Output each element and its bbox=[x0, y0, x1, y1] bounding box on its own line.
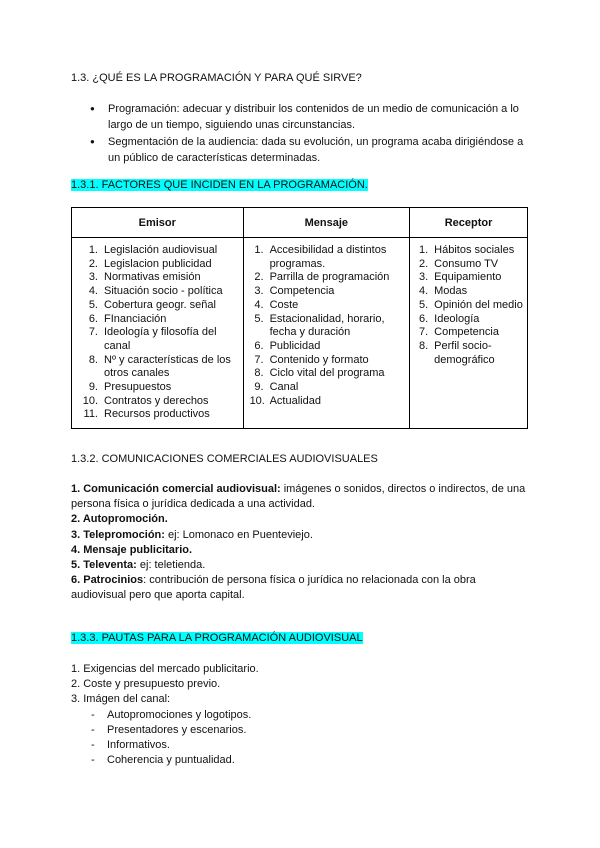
pauta-item: 1. Exigencias del mercado publicitario. bbox=[71, 663, 259, 675]
header-emisor: Emisor bbox=[72, 208, 244, 238]
pauta-item: 3. Imágen del canal: bbox=[71, 693, 171, 706]
comm-item: 4. Mensaje publicitario. bbox=[71, 543, 193, 556]
item-text: Presupuestos bbox=[104, 381, 172, 394]
mensaje-item bbox=[250, 381, 406, 395]
item-text: Contenido y formato bbox=[269, 353, 369, 366]
receptor-item bbox=[416, 258, 523, 272]
page-heading: 1.3. ¿QUÉ ES LA PROGRAMACIÓN Y PARA QUÉ SIRVE? bbox=[71, 72, 362, 84]
item-number: 4. bbox=[418, 285, 429, 298]
mensaje-item bbox=[250, 285, 406, 299]
item-text: Accesibilidad a distintos programas. bbox=[269, 244, 387, 270]
comm-item: 5. Televenta: ej: teletienda. bbox=[71, 559, 206, 572]
item-number: 8. bbox=[88, 353, 98, 366]
bullet-programacion: ● Programación: adecuar y distribuir los contenidos de un medio de comunicación a lo largo de un tiempo, siguiendo unas circunstancias. bbox=[88, 101, 538, 133]
mensaje-cell bbox=[243, 238, 410, 429]
factors-table bbox=[71, 207, 528, 429]
item-text: Competencia bbox=[269, 285, 335, 298]
item-text: Cobertura geogr. señal bbox=[104, 298, 216, 311]
item-number: 6. bbox=[418, 312, 429, 325]
emisor-item bbox=[78, 285, 239, 299]
pauta-subitem: - Presentadores y escenarios. bbox=[71, 723, 531, 738]
emisor-item bbox=[78, 299, 239, 313]
pauta-item: 2. Coste y presupuesto previo. bbox=[71, 678, 221, 691]
item-number: 3. bbox=[88, 271, 98, 284]
item-number: 9. bbox=[254, 381, 264, 394]
mensaje-item bbox=[250, 313, 406, 340]
item-text: Hábitos sociales bbox=[434, 244, 515, 256]
item-number: 8. bbox=[418, 339, 429, 352]
item-number: 4. bbox=[88, 285, 98, 298]
emisor-list bbox=[78, 244, 239, 422]
item-number: 1. bbox=[418, 244, 429, 256]
receptor-item bbox=[416, 326, 523, 340]
mensaje-item bbox=[250, 271, 406, 285]
bullet-segmentacion: ● Segmentación de la audiencia: dada su evolución, un programa acaba dirigiéndose a un público de características determinadas. bbox=[88, 134, 538, 166]
receptor-cell bbox=[410, 238, 528, 429]
item-text: Legislacion publicidad bbox=[104, 257, 212, 270]
item-text: Equipamiento bbox=[434, 271, 502, 284]
item-text: Ideología bbox=[434, 312, 480, 325]
item-number: 9. bbox=[88, 381, 98, 394]
item-number: 5. bbox=[418, 298, 429, 311]
item-text: Perfil socio-demográfico bbox=[434, 339, 495, 366]
header-mensaje: Mensaje bbox=[243, 208, 410, 238]
mensaje-item bbox=[250, 354, 406, 368]
item-number: 5. bbox=[88, 298, 98, 311]
receptor-list bbox=[416, 244, 523, 367]
item-number: 4. bbox=[254, 298, 264, 311]
mensaje-item bbox=[250, 299, 406, 313]
emisor-item bbox=[78, 258, 239, 272]
emisor-item bbox=[78, 354, 239, 381]
pautas-list bbox=[71, 662, 531, 768]
section-title-pautas: 1.3.3. PAUTAS PARA LA PROGRAMACIÓN AUDIOVISUAL bbox=[71, 632, 363, 644]
item-text: Contratos y derechos bbox=[104, 394, 209, 407]
item-text: Ciclo vital del programa bbox=[269, 367, 385, 380]
item-text: Coste bbox=[269, 298, 299, 311]
item-text: Ideología y filosofía del canal bbox=[104, 326, 217, 352]
item-text: Legislación audiovisual bbox=[104, 244, 218, 256]
item-text: Situación socio - política bbox=[104, 285, 223, 298]
comm-item: 2. Autopromoción. bbox=[71, 513, 168, 526]
item-number: 2. bbox=[418, 257, 429, 270]
emisor-item bbox=[78, 313, 239, 327]
item-text: Consumo TV bbox=[434, 257, 499, 270]
item-text: Nº y características de los otros canales bbox=[104, 353, 231, 380]
item-text: Publicidad bbox=[269, 339, 321, 352]
intro-bullet-list bbox=[88, 101, 538, 167]
item-text: Competencia bbox=[434, 326, 499, 339]
mensaje-item bbox=[250, 367, 406, 381]
item-number: 7. bbox=[254, 353, 264, 366]
pauta-subitem: - Coherencia y puntualidad. bbox=[71, 753, 531, 768]
comm-item: 1. Comunicación comercial audiovisual: imágenes o sonidos, directos o indirectos, de una persona física o jurídica dedicada a una actividad. bbox=[71, 483, 526, 511]
item-number: 6. bbox=[88, 312, 98, 325]
section-title-comunicaciones: 1.3.2. COMUNICACIONES COMERCIALES AUDIOVISUALES bbox=[71, 453, 378, 465]
item-number: 2. bbox=[88, 257, 98, 270]
item-number: 3. bbox=[418, 271, 429, 284]
receptor-item bbox=[416, 244, 523, 258]
pauta-subitem: - Autopromociones y logotipos. bbox=[71, 708, 531, 723]
mensaje-list bbox=[250, 244, 406, 408]
receptor-item bbox=[416, 299, 523, 313]
emisor-item bbox=[78, 271, 239, 285]
item-number: 7. bbox=[418, 326, 429, 339]
item-text: Estacionalidad, horario, fecha y duración bbox=[269, 312, 385, 339]
item-text: Modas bbox=[434, 285, 468, 298]
emisor-item bbox=[78, 381, 239, 395]
item-text: Actualidad bbox=[269, 394, 321, 407]
item-text: FInanciación bbox=[104, 312, 167, 325]
item-number: 3. bbox=[254, 285, 264, 298]
receptor-item bbox=[416, 285, 523, 299]
emisor-item bbox=[78, 408, 239, 422]
item-text: Recursos productivos bbox=[104, 408, 210, 421]
section-title-factores: 1.3.1. FACTORES QUE INCIDEN EN LA PROGRAMACIÓN. bbox=[71, 179, 368, 191]
item-text: Parrilla de programación bbox=[269, 271, 390, 284]
comm-item: 3. Telepromoción: ej: Lomonaco en Puenteviejo. bbox=[71, 528, 313, 541]
receptor-item bbox=[416, 340, 523, 367]
item-text: Normativas emisión bbox=[104, 271, 201, 284]
comm-item: 6. Patrocinios: contribución de persona física o jurídica no relacionada con la obra audiovisual pero que aporta capital. bbox=[71, 574, 476, 602]
item-number: 5. bbox=[254, 312, 264, 325]
emisor-item bbox=[78, 395, 239, 409]
emisor-cell bbox=[72, 238, 244, 429]
mensaje-item bbox=[250, 244, 406, 271]
item-number: 8. bbox=[254, 367, 264, 380]
item-text: Opinión del medio bbox=[434, 298, 523, 311]
comunicaciones-list bbox=[71, 482, 531, 604]
emisor-item bbox=[78, 244, 239, 258]
receptor-item bbox=[416, 313, 523, 327]
emisor-item bbox=[78, 326, 239, 353]
item-number: 1. bbox=[254, 244, 264, 256]
pauta-sublist bbox=[71, 708, 531, 769]
header-receptor: Receptor bbox=[410, 208, 528, 238]
receptor-item bbox=[416, 271, 523, 285]
item-number: 10. bbox=[82, 394, 98, 407]
mensaje-item bbox=[250, 340, 406, 354]
item-number: 1. bbox=[88, 244, 98, 256]
mensaje-item bbox=[250, 395, 406, 409]
item-number: 6. bbox=[254, 339, 264, 352]
item-text: Canal bbox=[269, 381, 299, 394]
pauta-subitem: - Informativos. bbox=[71, 738, 531, 753]
item-number: 7. bbox=[88, 326, 98, 339]
item-number: 11. bbox=[83, 408, 98, 421]
item-number: 10. bbox=[249, 394, 265, 407]
item-number: 2. bbox=[254, 271, 264, 284]
